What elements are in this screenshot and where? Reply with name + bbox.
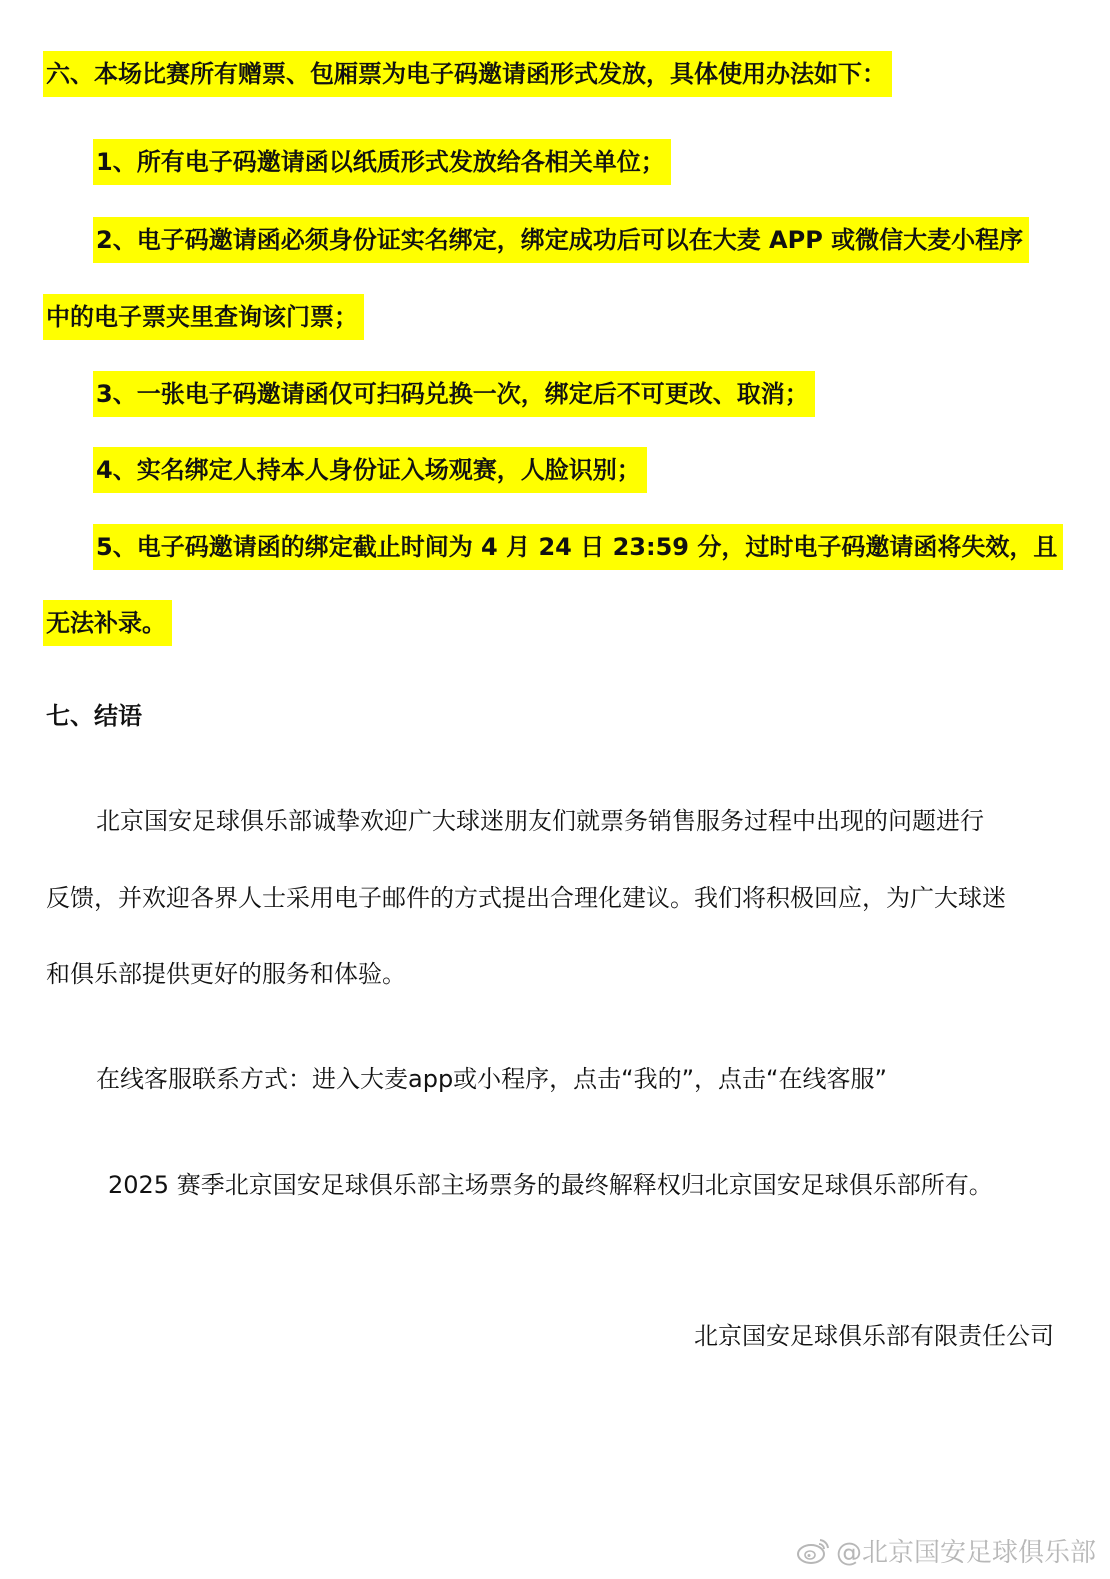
weibo-watermark: [796, 1532, 1096, 1569]
company-signature: 北京国安足球俱乐部有限责任公司: [694, 1322, 1054, 1350]
section6-item-3: 3、一张电子码邀请函仅可扫码兑换一次，绑定后不可更改、取消；: [96, 382, 815, 406]
section6-item-1: 1、所有电子码邀请函以纸质形式发放给各相关单位；: [96, 150, 671, 174]
closing-paragraph-line3: 和俱乐部提供更好的服务和体验。: [46, 960, 406, 988]
weibo-logo-icon: [796, 1536, 830, 1566]
section6-item-5-line1: 5、电子码邀请函的绑定截止时间为 4 月 24 日 23:59 分，过时电子码邀请函将失效，且: [96, 535, 1063, 559]
closing-paragraph-line2: 反馈，并欢迎各界人士采用电子邮件的方式提出合理化建议。我们将积极回应，为广大球迷: [46, 884, 1006, 912]
customer-service-contact: 在线客服联系方式：进入大麦app或小程序，点击“我的”，点击“在线客服”: [96, 1065, 887, 1093]
rights-statement: 2025 赛季北京国安足球俱乐部主场票务的最终解释权归北京国安足球俱乐部所有。: [108, 1171, 993, 1199]
section7-heading: 七、结语: [46, 702, 142, 730]
watermark-text: @北京国安足球俱乐部: [835, 1538, 1096, 1568]
closing-paragraph-line1: 北京国安足球俱乐部诚挚欢迎广大球迷朋友们就票务销售服务过程中出现的问题进行: [96, 807, 984, 835]
section6-item-2-line2: 中的电子票夹里查询该门票；: [46, 305, 364, 329]
section6-item-4: 4、实名绑定人持本人身份证入场观赛，人脸识别；: [96, 458, 647, 482]
section6-heading: 六、本场比赛所有赠票、包厢票为电子码邀请函形式发放，具体使用办法如下：: [46, 62, 892, 86]
section6-item-5-line2: 无法补录。: [46, 611, 172, 635]
section6-item-2-line1: 2、电子码邀请函必须身份证实名绑定，绑定成功后可以在大麦 APP 或微信大麦小程序: [96, 228, 1029, 252]
